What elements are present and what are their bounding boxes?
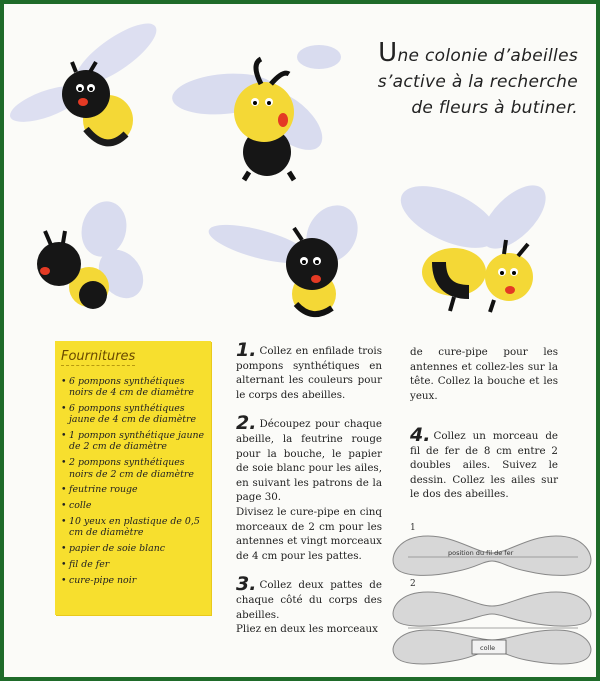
supply-item: • cure-pipe noir: [61, 575, 207, 586]
step-2-continued: Divisez le cure-pipe en cinq morceaux de 2 cm pour les antennes et vingt morceaux de 4 cm pour les pattes.: [236, 505, 382, 562]
bee-photo-5: [394, 172, 564, 322]
bee-photo-1: [6, 14, 166, 154]
tagline-line3: de fleurs à butiner.: [411, 98, 578, 118]
glue-label: colle: [480, 644, 496, 652]
supplies-title: Fournitures: [61, 349, 136, 364]
supply-item: • 6 pompons synthétiques noirs de 4 cm de diamètre: [61, 376, 207, 399]
instructions-column-2b: [410, 424, 558, 508]
step-3: [236, 573, 382, 622]
step-4: [410, 424, 558, 502]
tagline-initial: U: [378, 38, 398, 68]
bee-photo-2: [169, 32, 349, 182]
step-1: [236, 339, 382, 402]
step-2-number: 2.: [236, 412, 257, 435]
supply-item: • feutrine rouge: [61, 484, 207, 495]
supply-item: • 6 pompons synthétiques jaune de 4 cm de diamètre: [61, 403, 207, 426]
step-3-end: de cure-pipe pour les antennes et collez-les sur la tête. Collez la bouche et les yeux.: [410, 346, 558, 402]
step-4-text: Collez un morceau de fil de fer de 8 cm entre 2 doubles ailes. Suivez le dessin. Collez les ailes sur le dos des abeilles.: [410, 430, 558, 501]
instructions-column-2: [410, 345, 558, 409]
step-1-text: Collez en enfilade trois pompons synthétiques en alternant les couleurs pour le corps des abeilles.: [236, 345, 382, 401]
diagram-1-number: 1: [410, 523, 416, 533]
step-1-number: 1.: [236, 339, 257, 361]
supply-item: • papier de soie blanc: [61, 543, 207, 554]
bee-photo-3: [29, 199, 149, 319]
step-4-number: 4.: [410, 424, 431, 446]
tagline-line1: ne colonie d’abeilles: [397, 46, 578, 66]
step-3-number: 3.: [236, 573, 257, 596]
supplies-box: [55, 341, 211, 615]
supply-item: • 10 yeux en plastique de 0,5 cm de diamètre: [61, 516, 207, 539]
supplies-list: [55, 376, 211, 586]
wing-diagram-1: [388, 531, 596, 581]
step-3-continued: Pliez en deux les morceaux: [236, 623, 378, 636]
wire-position-label: position du fil de fer: [448, 549, 514, 557]
tagline: [342, 40, 578, 121]
supply-item: • colle: [61, 500, 207, 511]
step-3-text: Collez deux pattes de chaque côté du corps des abeilles.: [236, 579, 382, 621]
supply-item: • fil de fer: [61, 559, 207, 570]
page: [4, 4, 596, 677]
tagline-line2: s’active à la recherche: [377, 72, 578, 92]
diagram-2-number: 2: [410, 579, 416, 589]
bee-photo-4: [204, 194, 374, 334]
wing-diagram-2: [388, 588, 596, 674]
supply-item: • 2 pompons synthétiques noirs de 2 cm de diamètre: [61, 457, 207, 480]
step-2-text: Découpez pour chaque abeille, la feutrine rouge pour la bouche, le papier de soie blanc pour les ailes, en suivant les patrons de la page 30.: [236, 418, 382, 504]
step-2: [236, 412, 382, 505]
instructions-column-1: [236, 339, 382, 643]
supply-item: • 1 pompon synthétique jaune de 2 cm de diamètre: [61, 430, 207, 453]
